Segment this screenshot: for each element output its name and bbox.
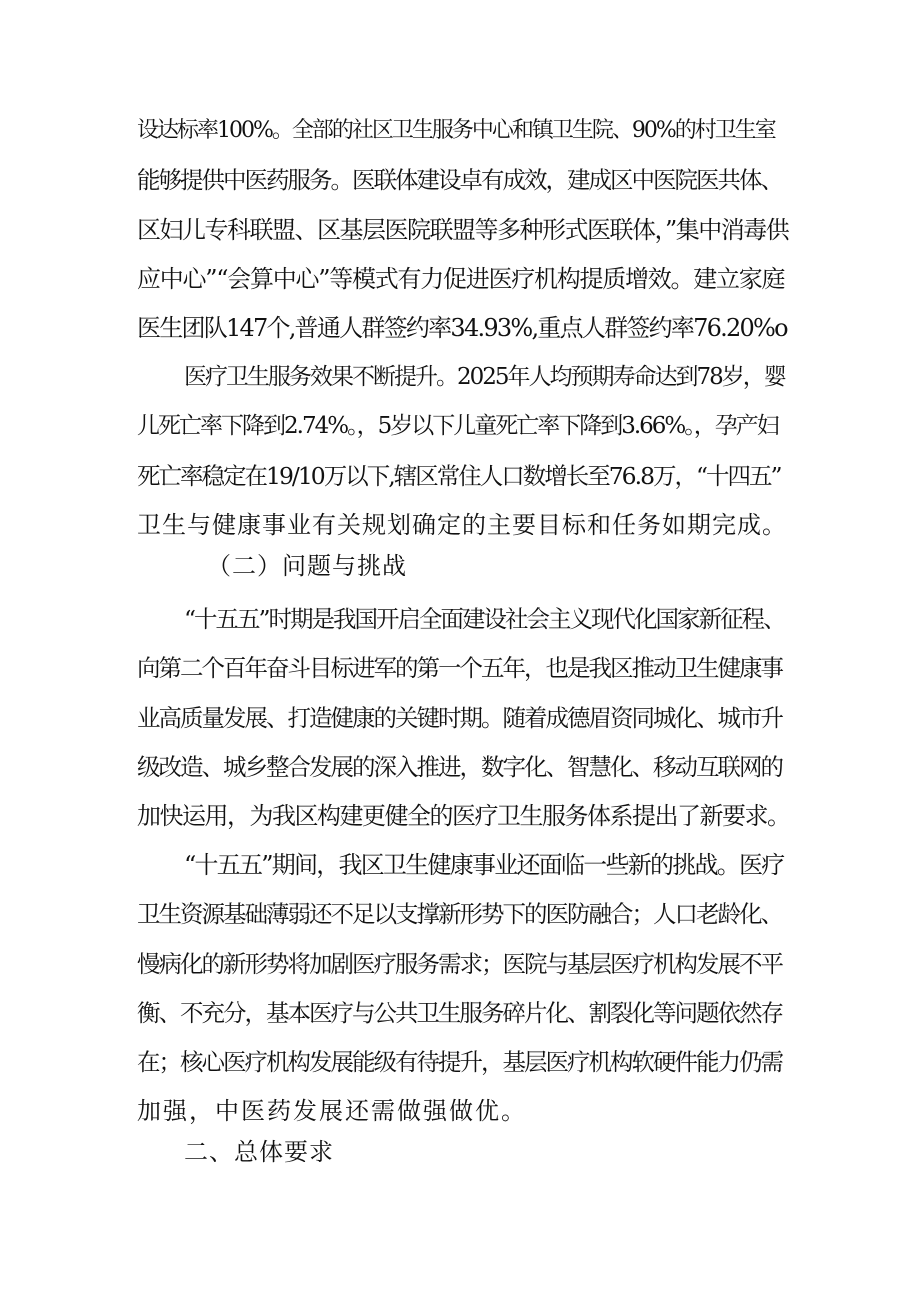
paragraph-line: 卫生与健康事业有关规划确定的主要目标和任务如期完成。 xyxy=(137,511,787,539)
paragraph-line: “十五五”时期是我国开启全面建设社会主义现代化国家新征程、 xyxy=(184,605,785,633)
paragraph-line: 加快运用，为我区构建更健全的医疗卫生服务体系提出了新要求。 xyxy=(137,802,790,830)
paragraph-line: 向第二个百年奋斗目标进军的第一个五年，也是我区推动卫生健康事 xyxy=(137,654,782,682)
paragraph-line: 慢病化的新形势将加剧医疗服务需求；医院与基层医疗机构发展不平 xyxy=(137,950,782,978)
paragraph-line: 应中心”“会算中心”等模式有力促进医疗机构提质增效。建立家庭 xyxy=(137,265,785,293)
paragraph-line: 级改造、城乡整合发展的深入推进，数字化、智慧化、移动互联网的 xyxy=(137,753,782,781)
paragraph-line: 卫生资源基础薄弱还不足以支撑新形势下的医防融合；人口老龄化、 xyxy=(137,900,782,928)
paragraph-line: “十五五”期间，我区卫生健康事业还面临一些新的挑战。医疗 xyxy=(184,851,784,879)
paragraph-line: 区妇儿专科联盟、区基层医院联盟等多种形式医联体，”集中消毒供 xyxy=(137,216,789,244)
section-subheading: （二）问题与挑战 xyxy=(207,552,407,580)
paragraph-line: 加强，中医药发展还需做强做优。 xyxy=(137,1097,527,1125)
paragraph-line: 死亡率稳定在19/10万以下,辖区常住人口数增长至76.8万，“十四五” xyxy=(137,462,781,490)
paragraph-line: 儿死亡率下降到2.74%。，5岁以下儿童死亡率下降到3.66%。，孕产妇 xyxy=(137,413,778,439)
paragraph-line: 能够提供中医药服务。医联体建设卓有成效，建成区中医院医共体、 xyxy=(137,166,782,194)
paragraph-line: 业高质量发展、打造健康的关键时期。随着成德眉资同城化、城市升 xyxy=(137,704,782,732)
section-heading: 二、总体要求 xyxy=(184,1138,334,1166)
paragraph-line: 医疗卫生服务效果不断提升。2025年人均预期寿命达到78岁，婴 xyxy=(184,364,785,390)
paragraph-line: 在；核心医疗机构发展能级有待提升，基层医疗机构软硬件能力仍需 xyxy=(137,1048,782,1076)
paragraph-line: 设达标率100%。全部的社区卫生服务中心和镇卫生院、90%的村卫生室 xyxy=(137,118,775,143)
paragraph-line: 医生团队147个,普通人群签约率34.93%,重点人群签约率76.20%o xyxy=(137,314,787,342)
paragraph-line: 衡、不充分，基本医疗与公共卫生服务碎片化、割裂化等问题依然存 xyxy=(137,999,782,1027)
